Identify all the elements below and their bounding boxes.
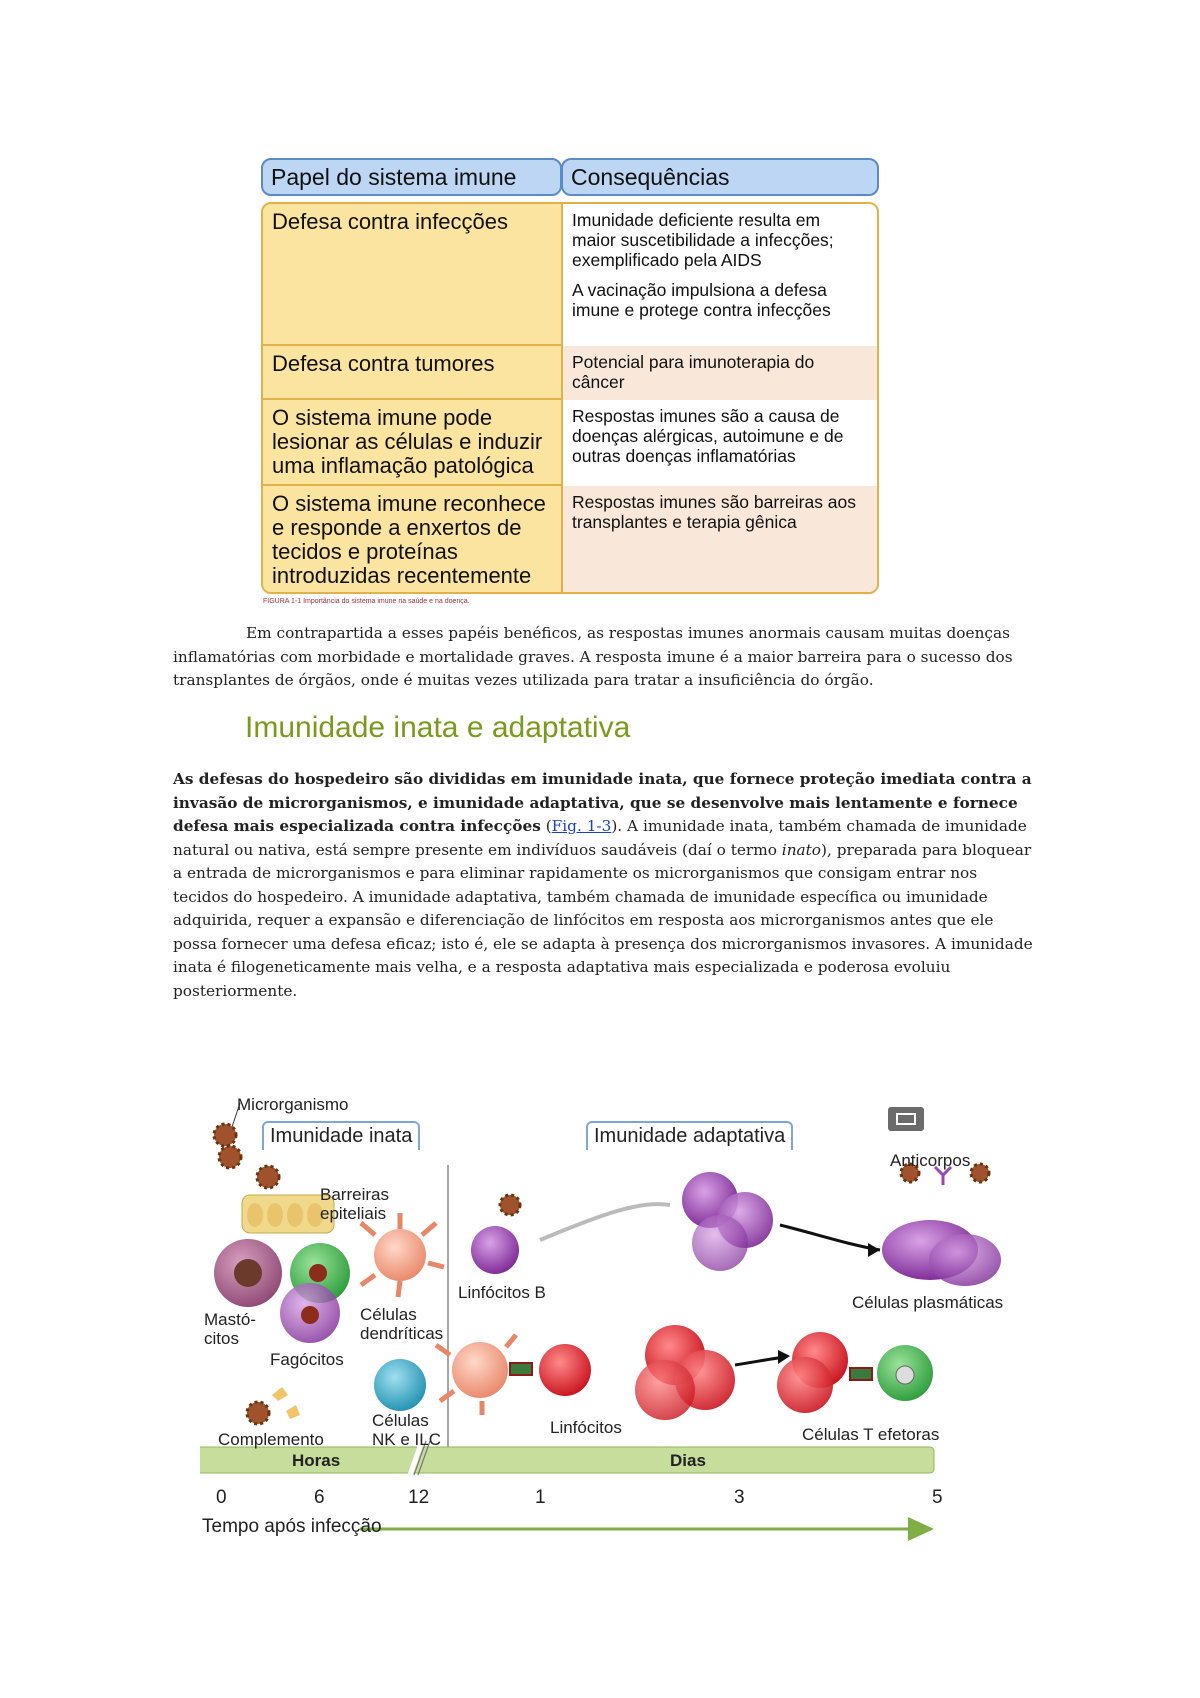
figure-caption: FIGURA 1-1 Importância do sistema imune na saúde e na doença.: [263, 598, 470, 605]
paragraph-2-italic: inato: [781, 840, 822, 859]
role-text: O sistema imune pode lesionar as células e induzir uma inflamação patológica: [272, 405, 543, 478]
label-b-lymphocytes: Linfócitos B: [458, 1283, 546, 1302]
label-nk-cells: Células NK e ILC: [372, 1411, 441, 1449]
complement-icon: [247, 1387, 300, 1424]
table-header-consequences: [561, 158, 879, 196]
b-lymphocyte-icon: [471, 1226, 519, 1274]
tick-label: 3: [734, 1487, 745, 1508]
label-complement: Complemento: [218, 1430, 324, 1449]
consequence-text: Respostas imunes são barreiras aos transplantes e terapia gênica: [572, 492, 857, 532]
plasma-arrow: [780, 1225, 880, 1250]
tick-label: 6: [314, 1487, 325, 1508]
label-lymphocytes: Linfócitos: [550, 1418, 622, 1437]
paragraph-2-text-b: ), preparada para bloquear a entrada de microrganismos e para eliminar rapidamente os microrganismos que consigam entrar nos tecidos do hospedeiro. A imunidade adaptativa, também chamada de imunidade específica ou imunidade adquirida, requer a expansão e diferenciação de linfócitos em resposta aos microrganismos antes que ele possa fornecer uma defesa eficaz; isto é, ele se adapta à presença dos microrganismos invasores. A imunidade inata é filogeneticamente mais velha, e a resposta adaptativa mais especializada e poderosa evoluiu posteriormente.: [173, 840, 1033, 1000]
role-text: Defesa contra infecções: [272, 209, 509, 234]
immunity-diagram: [200, 1085, 1020, 1545]
tick-label: 1: [535, 1487, 546, 1508]
t-cell-arrow: [735, 1357, 785, 1365]
paragraph-1-text: Em contrapartida a esses papéis benéficos, as respostas imunes anormais causam muitas doenças inflamatórias com morbidade e mortalidade graves. A resposta imune é a maior barreira para o sucesso dos transplantes de órgãos, onde é muitas vezes utilizada para tratar a insuficiência do órgão.: [173, 624, 1013, 689]
tick-label: 0: [216, 1487, 227, 1508]
label-mast-cells: Mastó-citos: [204, 1310, 256, 1348]
label-microorganism: Microrganismo: [237, 1095, 349, 1114]
b-cell-arrow: [540, 1204, 670, 1240]
table-row-consequence: [563, 486, 877, 594]
t-lymphocyte-icon: [539, 1344, 591, 1396]
tick-label: 5: [932, 1487, 943, 1508]
figure-badge-icon: [888, 1107, 924, 1131]
figure-link[interactable]: Fig. 1-3: [551, 817, 612, 835]
table-row-consequence: [563, 346, 877, 400]
timeline-days: Dias: [670, 1451, 706, 1470]
adaptive-immunity-label: Imunidade adaptativa: [586, 1121, 793, 1150]
time-axis-label: Tempo após infecção: [202, 1516, 382, 1537]
tick-label: 12: [408, 1487, 430, 1508]
timeline-hours: Horas: [292, 1451, 341, 1470]
consequence-text: Potencial para imunoterapia do câncer: [572, 352, 815, 392]
table-header-role: [261, 158, 562, 196]
table-header-role-label: Papel do sistema imune: [271, 164, 517, 190]
table-row-role: [263, 346, 563, 400]
label-plasma-cells: Células plasmáticas: [852, 1293, 1004, 1312]
table-header-consequences-label: Consequências: [571, 164, 730, 190]
label-antibodies: Anticorpos: [890, 1151, 971, 1170]
paragraph-2: [173, 768, 1035, 1003]
antigen-presenting-cell-icon: [452, 1342, 508, 1398]
table-row-role: [263, 400, 563, 486]
paragraph-2-bold: As defesas do hospedeiro são divididas em imunidade inata, que fornece proteção imediata contra a invasão de microrganismos, e imunidade adaptativa, que se desenvolve mais lentamente e fornece defesa mais especializada contra infecções: [173, 770, 1032, 835]
paragraph-2-paren: (: [540, 817, 552, 835]
nk-cell-icon: [374, 1359, 426, 1411]
paragraph-2-text-a: ). A imunidade inata, também chamada de imunidade natural ou nativa, está sempre presente em indivíduos saudáveis (daí o termo: [173, 817, 1027, 859]
consequence-text: Respostas imunes são a causa de doenças alérgicas, autoimune e de outras doenças inflamatórias: [572, 406, 844, 466]
consequence-text: Imunidade deficiente resulta em maior suscetibilidade a infecções; exemplificado pela AIDS: [572, 210, 834, 270]
table-row-role: [263, 204, 563, 346]
innate-immunity-label: Imunidade inata: [262, 1121, 420, 1150]
table-row-consequence: [563, 204, 877, 346]
role-text: O sistema imune reconhece e responde a enxertos de tecidos e proteínas introduzidas recentemente: [272, 491, 546, 588]
table-row-consequence: [563, 400, 877, 486]
paragraph-1: [173, 622, 1035, 693]
label-dendritic: Células dendríticas: [360, 1305, 444, 1343]
label-barriers: Barreiras epiteliais: [320, 1185, 389, 1223]
role-text: Defesa contra tumores: [272, 351, 495, 376]
consequence-text: A vacinação impulsiona a defesa imune e protege contra infecções: [572, 280, 831, 320]
table-body: [261, 202, 879, 594]
label-effector-t: Células T efetoras: [802, 1425, 940, 1444]
table-row-role: [263, 486, 563, 594]
section-heading: Imunidade inata e adaptativa: [245, 711, 631, 744]
dendritic-cell-icon: [374, 1229, 426, 1281]
label-phagocytes: Fagócitos: [270, 1350, 344, 1369]
